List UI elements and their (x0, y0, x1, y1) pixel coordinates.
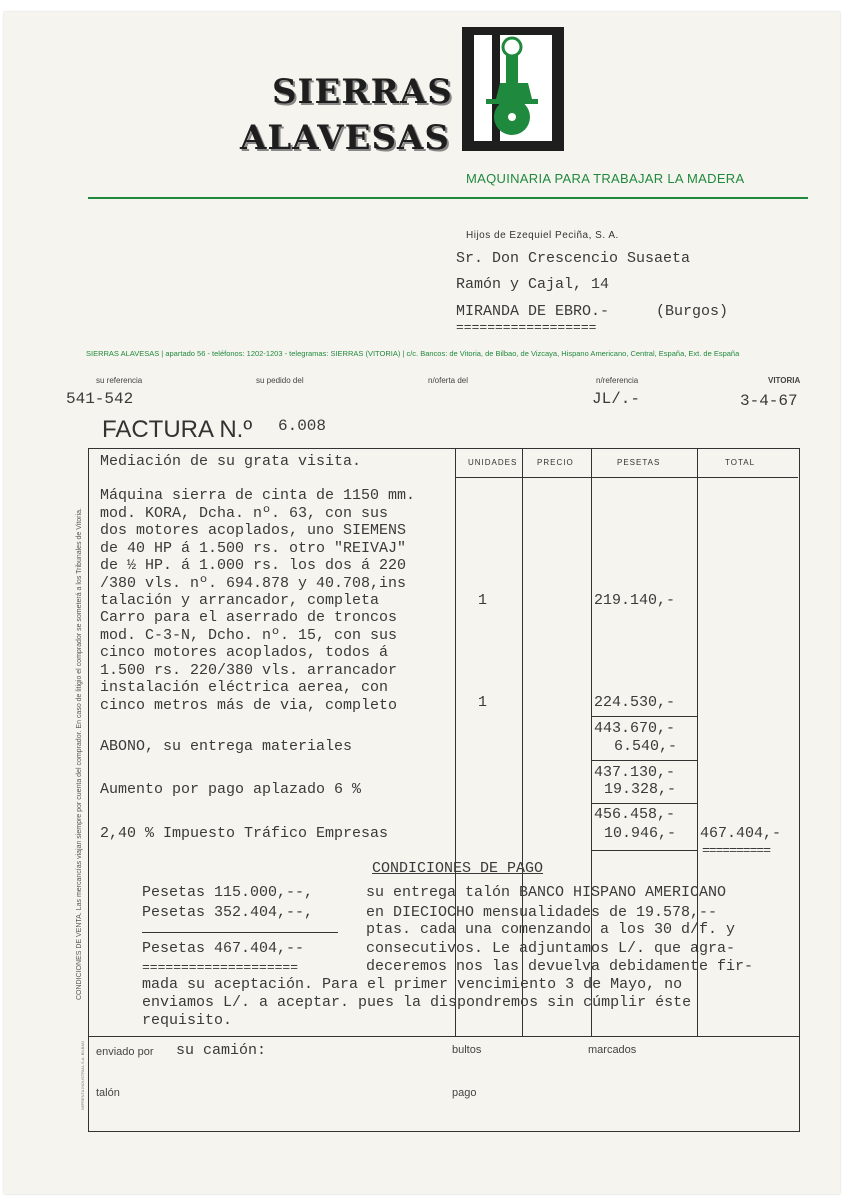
item2-line: cinco motores acoplados, todos á (100, 644, 389, 661)
col-total: TOTAL (725, 458, 756, 467)
cond-separator (142, 932, 338, 933)
total-underline: ========== (702, 843, 771, 858)
cond-row6: mada su aceptación. Para el primer vencimiento 3 de Mayo, no (142, 976, 683, 993)
impuesto-label: 2,40 % Impuesto Tráfico Empresas (100, 825, 389, 842)
item2-units: 1 (478, 694, 488, 711)
invoice-number: 6.008 (278, 417, 327, 435)
col-precio: PRECIO (537, 458, 574, 467)
aumento-amount: 19.328,- (604, 781, 677, 798)
header-rule (88, 197, 808, 199)
marcados-label: marcados (588, 1044, 637, 1056)
cond-row4-right: consecutivos. Le adjuntamos L/. que agra- (366, 940, 736, 957)
cond-row5-left: ==================== (142, 960, 299, 975)
recipient-street: Ramón y Cajal, 14 (456, 276, 610, 293)
subtotal1-rule (592, 716, 698, 717)
subtotal3-rule (592, 803, 698, 804)
recipient-province: (Burgos) (656, 303, 729, 320)
item2-line: Carro para el aserrado de troncos (100, 609, 398, 626)
cond-row3-right: ptas. cada una comenzando a los 30 d/f. y (366, 921, 736, 938)
item2-line: instalación eléctrica aerea, con (100, 679, 389, 696)
item1-line: mod. KORA, Dcha. nº. 63, con sus (100, 504, 389, 522)
col-pesetas: PESETAS (617, 458, 661, 467)
cond-row4-left: Pesetas 467.404,-- (142, 940, 305, 957)
aumento-label: Aumento por pago aplazado 6 % (100, 781, 362, 798)
item2-line: cinco metros más de via, completo (100, 696, 398, 714)
item1-line: de ½ HP. á 1.000 rs. los dos á 220 (100, 557, 407, 574)
enviado-value: su camión: (176, 1042, 267, 1059)
printer-note: IMPRENTA INDUSTRIAL S.A. BILBAO (80, 1040, 85, 1110)
enviado-label: enviado por (96, 1046, 154, 1058)
item2-description (100, 609, 397, 714)
item1-line: /380 vls. nº. 694.878 y 40.708,ins (100, 574, 407, 592)
cond-row2-left: Pesetas 352.404,--, (142, 904, 314, 921)
subtotal3: 456.458,- (594, 806, 676, 823)
subtotal2: 437.130,- (594, 764, 676, 781)
invoice-date: 3-4-67 (740, 392, 798, 410)
invoice-title: FACTURA N.º (102, 416, 253, 443)
item1-amount: 219.140,- (594, 592, 676, 609)
item1-description (100, 487, 415, 610)
footer-rule (88, 1036, 799, 1037)
n-referencia-value: JL/.- (592, 390, 641, 408)
cond-row2-right: en DIECIOCHO mensualidades de 19.578,-- (366, 904, 718, 921)
item1-line: de 40 HP á 1.500 rs. otro "REIVAJ" (100, 539, 407, 557)
brand-logo (462, 27, 564, 151)
subtotal1: 443.670,- (594, 720, 676, 737)
conditions-title: CONDICIONES DE PAGO (372, 860, 544, 877)
invoice-total: 467.404,- (700, 825, 782, 842)
su-referencia-label: su referencia (96, 376, 143, 385)
pago-label: pago (452, 1087, 477, 1099)
item2-amount: 224.530,- (594, 694, 676, 711)
impuesto-amount: 10.946,- (604, 825, 677, 842)
item2-line: mod. C-3-N, Dcho. nº. 15, con sus (100, 626, 398, 644)
cond-row7: enviamos L/. a aceptar. pues la dispondremos sin cúmplir éste (142, 994, 692, 1011)
sale-conditions-side-text: CONDICIONES DE VENTA. Las mercancías viajan siempre por cuenta del comprador. En caso de litigio el comprador se someterá a los Tribunales de Vitoria. (76, 508, 83, 1000)
recipient-underline: ================== (456, 320, 597, 335)
saw-logo-icon (462, 27, 564, 151)
city-label: VITORIA (768, 376, 801, 385)
talon-label: talón (96, 1087, 120, 1099)
brand-name-line2: ALAVESAS (240, 118, 450, 158)
item1-units: 1 (478, 592, 488, 609)
n-referencia-label: n/referencia (596, 376, 639, 385)
company-name: Hijos de Ezequiel Peciña, S. A. (466, 230, 619, 241)
brand-name-line1: SIERRAS (272, 72, 453, 112)
item2-line: 1.500 rs. 220/380 vls. arrancador (100, 661, 398, 679)
cond-row1-left: Pesetas 115.000,--, (142, 884, 314, 901)
cond-row1-right: su entrega talón BANCO HISPANO AMERICANO (366, 884, 727, 901)
subtotal2-rule (592, 760, 698, 761)
tagline: MAQUINARIA PARA TRABAJAR LA MADERA (466, 171, 745, 186)
abono-label: ABONO, su entrega materiales (100, 738, 353, 755)
item1-line: talación y arrancador, completa (100, 592, 380, 609)
su-referencia-value: 541-542 (66, 390, 134, 408)
item1-line: Máquina sierra de cinta de 1150 mm. (100, 487, 416, 504)
col-unidades: UNIDADES (468, 458, 518, 467)
abono-amount: 6.540,- (614, 738, 678, 755)
bultos-label: bultos (452, 1044, 482, 1056)
recipient-name: Sr. Don Crescencio Susaeta (456, 250, 691, 267)
item1-line: dos motores acoplados, uno SIEMENS (100, 522, 407, 539)
final-rule (592, 850, 698, 851)
intro-line: Mediación de su grata visita. (100, 453, 362, 470)
header-row-rule (455, 477, 798, 478)
cond-row5-right: deceremos nos las devuelva debidamente fir- (366, 958, 754, 975)
su-pedido-label: su pedido del (256, 376, 304, 385)
cond-row8: requisito. (142, 1012, 233, 1029)
recipient-city: MIRANDA DE EBRO.- (456, 303, 610, 320)
oferta-label: n/oferta del (428, 376, 469, 385)
address-line: SIERRAS ALAVESAS | apartado 56 - teléfonos: 1202-1203 - telegramas: SIERRAS (VITORIA) | c/c. Bancos: de Vitoria, de Bilbao, de Vizcaya, Hispano Americano, Central, España, Ext. de España (86, 349, 740, 358)
